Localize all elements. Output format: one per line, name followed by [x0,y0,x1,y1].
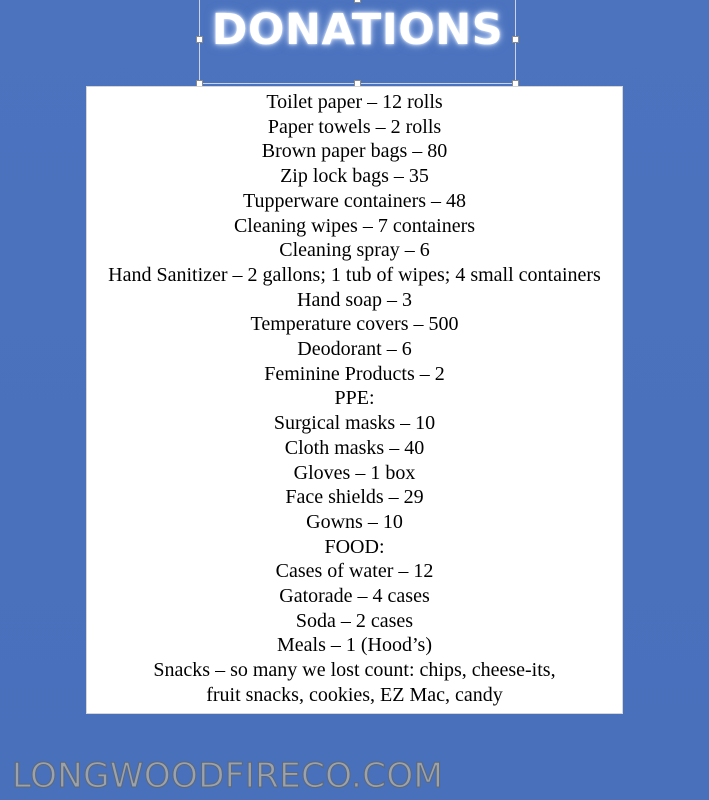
resize-handle-left[interactable] [196,36,203,43]
list-item: Temperature covers – 500 [250,313,459,336]
list-item: Cleaning spray – 6 [279,239,430,262]
website-watermark: LONGWOODFIRECO.COM [12,756,444,796]
list-item: Toilet paper – 12 rolls [266,91,443,113]
list-item: Surgical masks – 10 [273,412,436,435]
donations-list [87,87,622,708]
list-item: Tupperware containers – 48 [242,189,467,212]
list-item: Feminine Products – 2 [264,362,445,385]
list-item: Zip lock bags – 35 [280,165,429,188]
title-textbox[interactable] [199,0,516,84]
list-item: Hand soap – 3 [297,288,412,311]
list-item: Soda – 2 cases [295,609,414,632]
list-item: Gowns – 10 [306,510,403,533]
list-item: Gatorade – 4 cases [279,585,430,608]
list-item: Snacks – so many we lost count: chips, cheese-its, [153,659,556,682]
list-item: Paper towels – 2 rolls [267,115,442,138]
list-item: fruit snacks, cookies, EZ Mac, candy [206,683,503,706]
list-item: Cases of water – 12 [275,560,434,583]
list-item: Hand Sanitizer – 2 gallons; 1 tub of wipes; 4 small containers [108,263,601,286]
section-heading-food: FOOD: [324,535,385,558]
list-item: Cloth masks – 40 [284,436,425,459]
section-heading-ppe: PPE: [334,387,375,410]
list-item: Cleaning wipes – 7 containers [233,214,476,237]
list-item: Brown paper bags – 80 [261,140,448,163]
resize-handle-right[interactable] [512,36,519,43]
list-item: Face shields – 29 [285,486,424,509]
list-item: Deodorant – 6 [297,338,412,361]
page-title: DONATIONS [211,5,504,55]
list-item: Meals – 1 (Hood’s) [277,634,432,657]
donations-list-box [86,86,623,714]
list-item: Gloves – 1 box [293,461,416,484]
resize-handle-top[interactable] [354,0,361,3]
